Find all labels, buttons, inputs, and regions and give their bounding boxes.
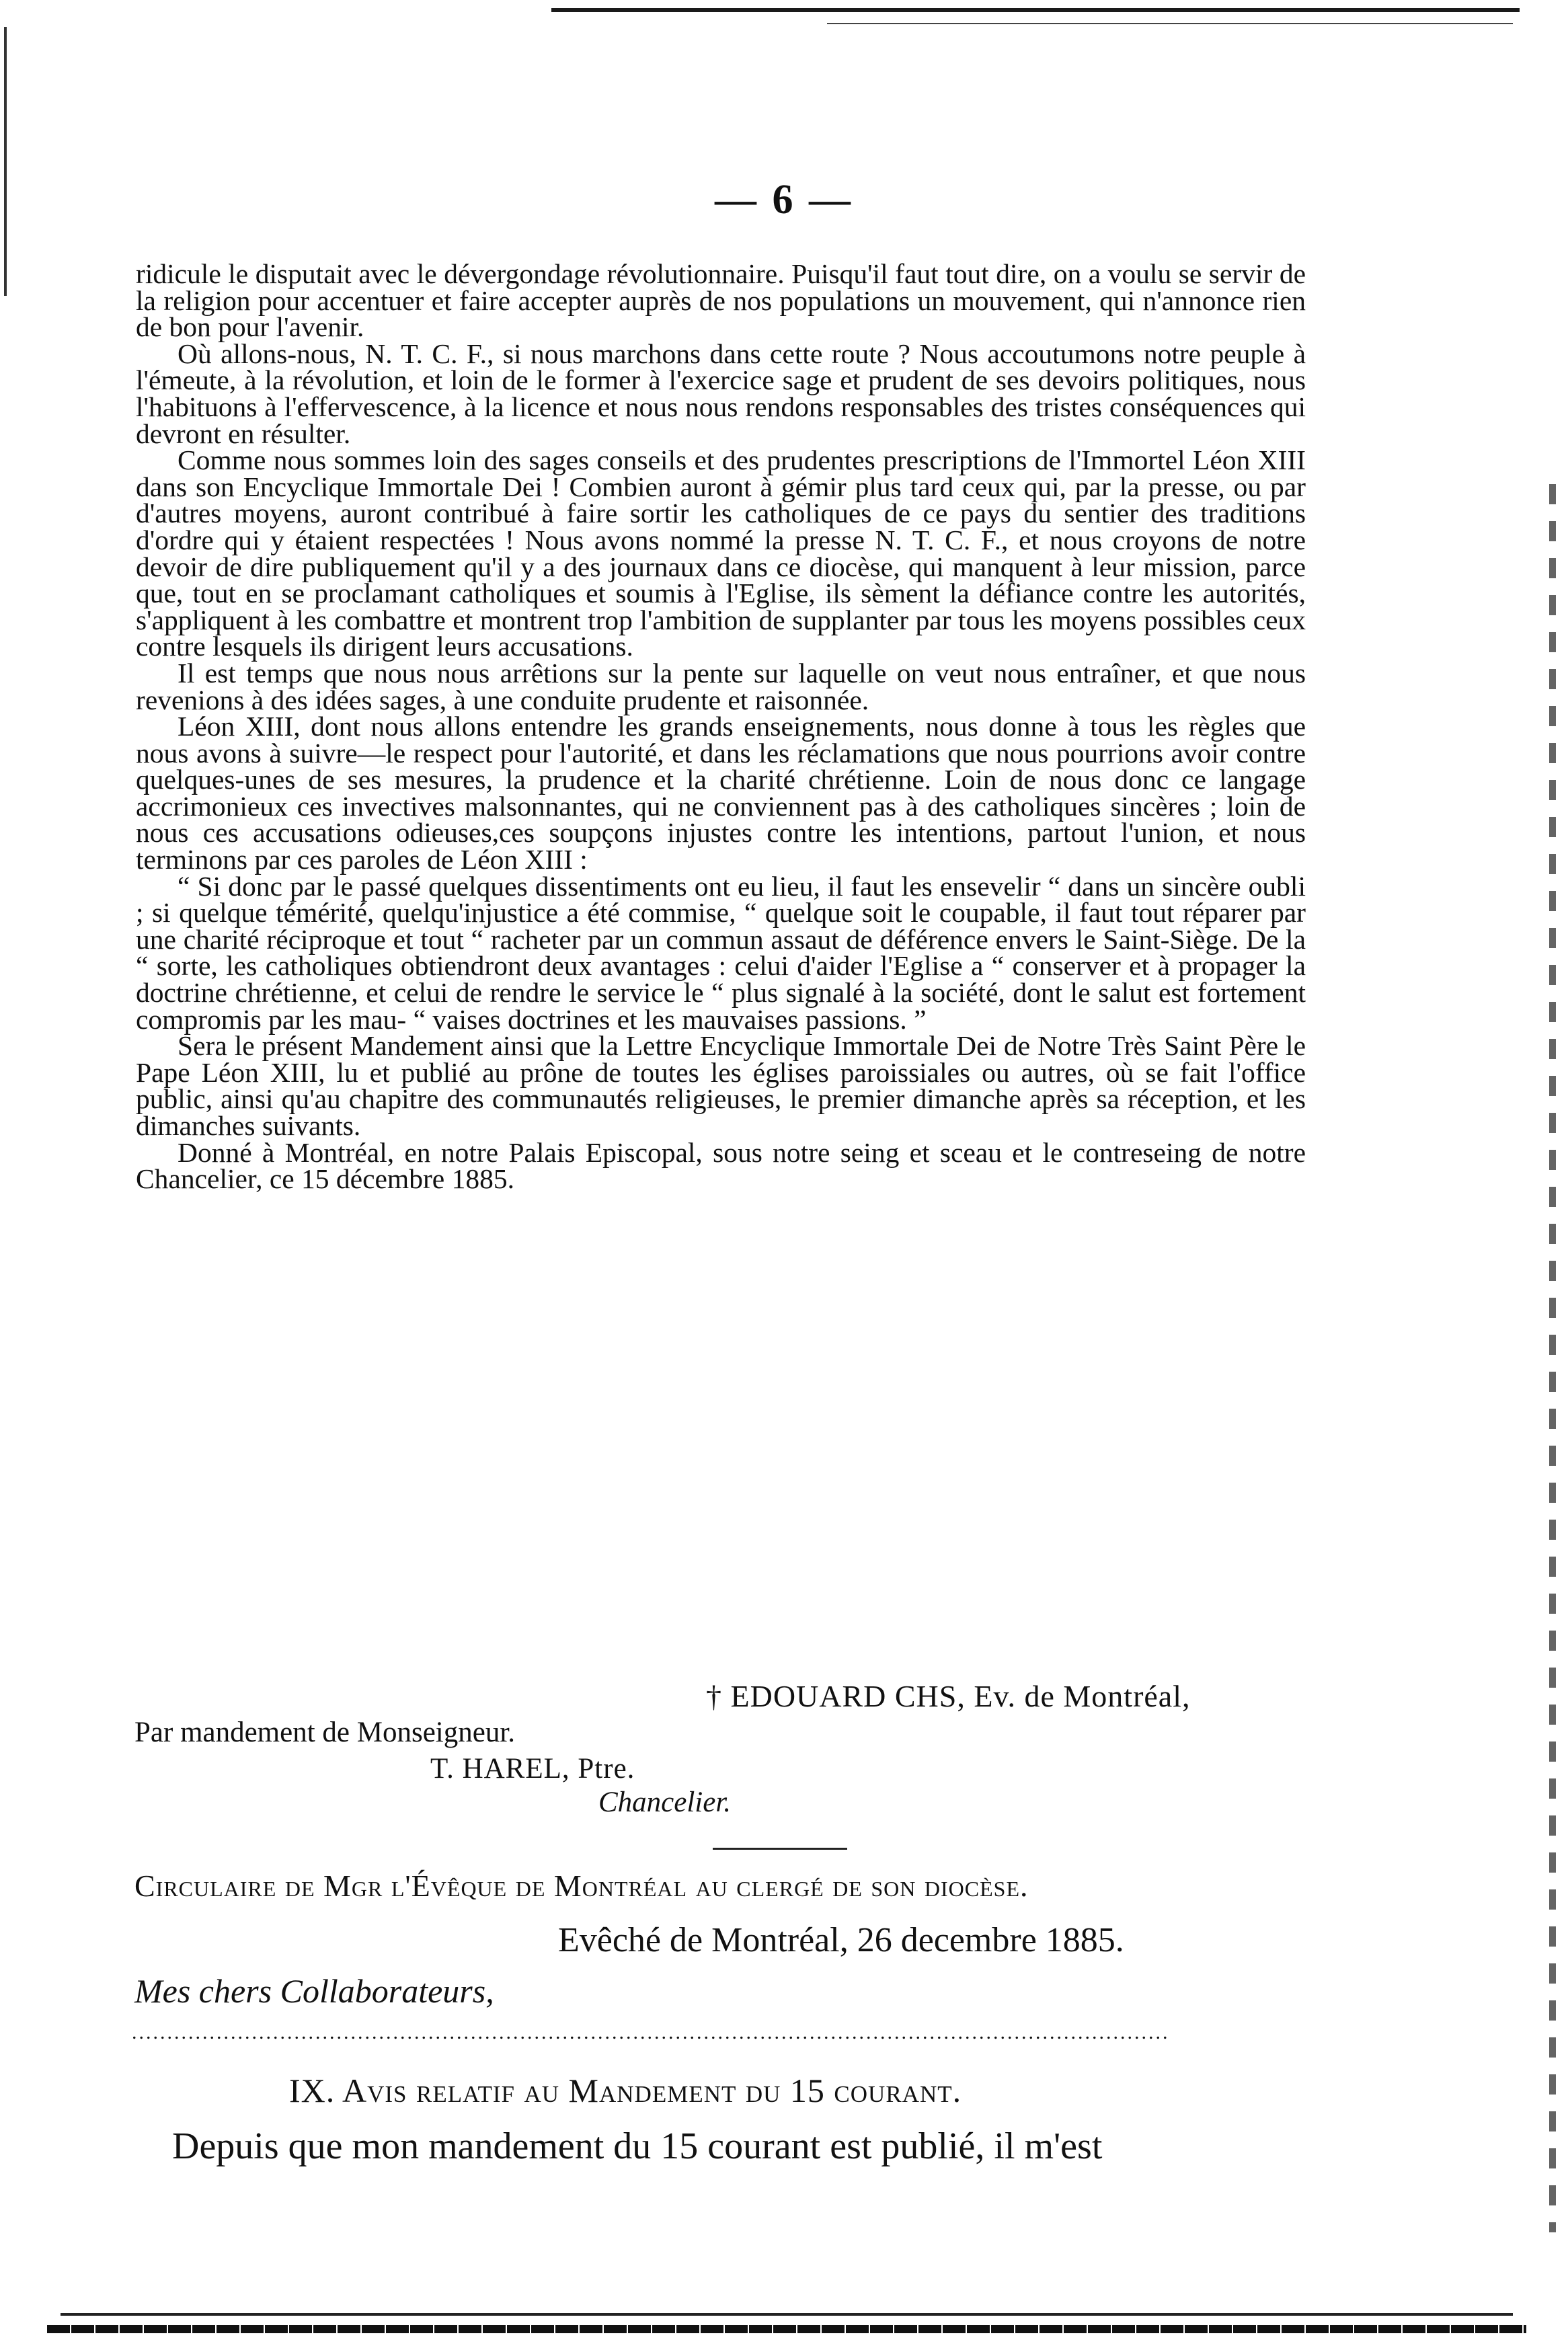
par-mandement: Par mandement de Monseigneur. [134,1717,516,1748]
paragraph-publication: Sera le présent Mandement ainsi que la Lettre Encyclique Immortale Dei de Notre Très Saint Père le Pape Léon XIII, lu et publié au prône de toutes les églises paroissiales ou autres, où se fait l'office public, ainsi qu'au chapitre des communautés religieuses, le premier dimanche après sa réception, et les dimanches suivants. [136,1030,1306,1141]
right-scan-edge [1549,484,1556,2232]
bishop-signature: † EDOUARD CHS, Ev. de Montréal, [706,1679,1191,1713]
salutation: Mes chers Collaborateurs, [134,1972,494,2010]
page-number: — 6 — [715,177,853,223]
paragraph-donne: Donné à Montréal, en notre Palais Episcopal, sous notre seing et sceau et le contreseing de notre Chancelier, ce 15 décembre 1885. [136,1136,1306,1195]
section-title: IX. Avis relatif au Mandement du 15 courant. [289,2072,962,2109]
ellipsis-line: ................................................................................................................................................... [132,2021,1170,2043]
top-border-rule-thin [827,23,1513,24]
bottom-border-rule-thin [61,2313,1513,2316]
paragraph-4: Il est temps que nous nous arrêtions sur la pente sur laquelle on veut nous entraîner, et que nous revenions à des idées sages, à une conduite prudente et raisonnée. [136,657,1306,715]
circulaire-title: Circulaire de Mgr l'Évêque de Montréal au clergé de son diocèse. [134,1869,1029,1903]
paragraph-1: ridicule le disputait avec le dévergondage révolutionnaire. Puisqu'il faut tout dire, on a voulu se servir de la religion pour accentuer et faire accepter auprès de nos populations un mouvement, qui n'annonce rien de bon pour l'avenir. [136,258,1306,343]
secretary-title: Chancelier. [598,1787,732,1818]
circulaire-date: Evêché de Montréal, 26 decembre 1885. [558,1921,1124,1959]
left-scan-edge [4,27,7,296]
top-border-rule [551,8,1520,12]
paragraph-3: Comme nous sommes loin des sages conseils et des prudentes prescriptions de l'Immortel Léon XIII dans son Encyclique Immortale Dei ! Combien auront à gémir plus tard ceux qui, par la presse, ou par d'autres moyens, auront contribué à faire sortir les catholiques de ce pays du sentier des traditions d'ordre qui y étaient respectées ! Nous avons nommé la presse N. T. C. F., et nous croyons de notre devoir de dire publiquement qu'il y a des journaux dans ce diocèse, qui manquent à leur mission, parce que, tout en se proclamant catholiques et soumis à l'Eglise, ils sèment la défiance contre les autorités, s'appliquent à les combattre et montrent trop l'ambition de supplanter par tous les moyens possibles ceux contre lesquels ils dirigent leurs accusations. [136,444,1306,662]
paragraph-5: Léon XIII, dont nous allons entendre les grands enseignements, nous donne à tous les règles que nous avons à suivre—le respect pour l'autorité, et dans les réclamations que nous pourrions avoir contre quelques-unes de ses mesures, la prudence et la charité chrétienne. Loin de nous donc ce langage accrimonieux ces invectives malsonnantes, qui ne conviennent pas à des catholiques sincères ; loin de nous ces accusations odieuses,ces soupçons injustes contre les intentions, partout l'union, et nous terminons par ces paroles de Léon XIII : [136,711,1306,875]
secretary-name: T. HAREL, Ptre. [430,1753,635,1785]
bottom-border-rule [47,2325,1526,2333]
last-line: Depuis que mon mandement du 15 courant est publié, il m'est [172,2125,1103,2167]
leo-xiii-quote: “ Si donc par le passé quelques dissentiments ont eu lieu, il faut les ensevelir “ dans un sincère oubli ; si quelque témérité, quelqu'injustice a été commise, “ quelque soit le coupable, il faut tout réparer par une charité réciproque et tout “ racheter par un commun assaut de déférence envers le Saint-Siège. De la “ sorte, les catholiques obtiendront deux avantages : celui d'aider l'Eglise a “ conserver et à propager la doctrine chrétienne, et celui de rendre le service le “ plus signalé à la société, dont le salut est fortement compromis par les mau- “ vaises doctrines et les mauvaises passions. ” [136,870,1306,1035]
paragraph-2: Où allons-nous, N. T. C. F., si nous marchons dans cette route ? Nous accoutumons notre peuple à l'émeute, à la révolution, et loin de le former à l'exercice sage et prudent de ses devoirs politiques, nous l'habituons à l'effervescence, à la licence et nous nous rendons responsables des tristes conséquences qui devront en résulter. [136,338,1306,449]
section-separator [713,1848,847,1850]
body-text [136,258,1306,1195]
